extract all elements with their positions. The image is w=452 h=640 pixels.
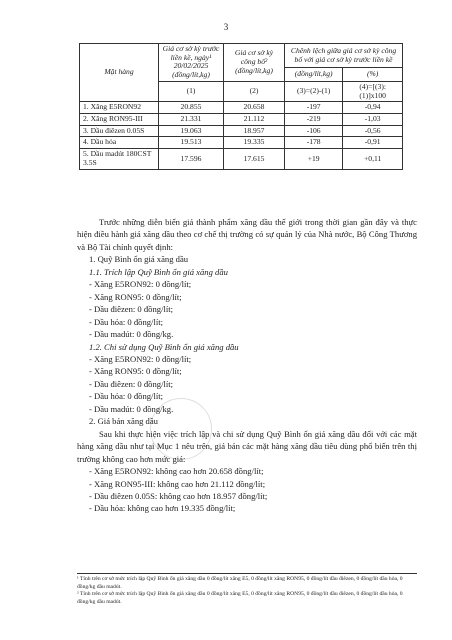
list-item: - Dầu hỏa: không cao hơn 19.335 đồng/lít;: [89, 503, 236, 514]
table-row: [80, 125, 403, 137]
list-item: - Dầu điêzen: 0 đồng/lít;: [89, 304, 174, 315]
cell-diff: +19: [285, 149, 343, 169]
list-item: - Xăng RON95-III: không cao hơn 21.112 đồng/lít;: [89, 478, 266, 489]
cell-curr: 18.957: [224, 125, 285, 137]
section-2-paragraph: Sau khi thực hiện việc trích lập và chi sử dụng Quỹ Bình ổn giá xăng dầu đối với các mặt hàng xăng dầu như tại Mục 1 nêu trên, giá bán các mặt hàng xăng dầu tiêu dùng phổ biến trên thị trường không cao hơn mức giá:: [77, 428, 417, 464]
list-item: - Dầu điêzen 0.05S: không cao hơn 18.957 đồng/lít;: [89, 490, 268, 501]
header-base-curr: Giá cơ sở kỳ công bố² (đồng/lít,kg): [224, 44, 285, 82]
cell-prev: 20.855: [159, 102, 224, 114]
footnote-1: ¹ Tính trên cơ sở mức trích lập Quỹ Bình ổn giá xăng dầu 0 đồng/lít xăng E5, 0 đồng/lít xăng RON95, 0 đồng/lít dầu điêzen, 0 đồng/lít dầu hỏa, 0 đồng/kg dầu madút.: [77, 576, 403, 590]
footnotes: [77, 573, 417, 606]
page-number: 3: [223, 22, 229, 32]
list-item: - Dầu madút: 0 đồng/kg.: [89, 403, 174, 414]
cell-curr: 20.658: [224, 102, 285, 114]
cell-curr: 21.112: [224, 114, 285, 126]
header-diff-group: Chênh lệch giữa giá cơ sở kỳ công bố với giá cơ sở kỳ trước liền kề: [285, 44, 403, 68]
cell-diff: -178: [285, 137, 343, 149]
section-1-1-title: 1.1. Trích lập Quỹ Bình ổn giá xăng dầu: [89, 266, 228, 277]
header-item: Mặt hàng: [80, 44, 159, 102]
cell-prev: 19.063: [159, 125, 224, 137]
header-diff-pct-unit: (%): [343, 68, 403, 82]
cell-prev: 17.596: [159, 149, 224, 169]
list-item: - Dầu hỏa: 0 đồng/lít;: [89, 391, 163, 402]
col-label: (4)=[(3):(1)]x100: [343, 81, 403, 101]
table-row: [80, 102, 403, 114]
cell-pct: -0,91: [343, 137, 403, 149]
price-table: [79, 43, 403, 170]
cell-name: 5. Dầu madút 180CST 3.5S: [80, 149, 159, 169]
cell-pct: -0,94: [343, 102, 403, 114]
cell-prev: 21.331: [159, 114, 224, 126]
list-item: - Dầu hỏa: 0 đồng/lít;: [89, 316, 163, 327]
list-item: - Xăng E5RON92: 0 đồng/lít;: [89, 353, 192, 364]
col-label: (2): [224, 81, 285, 101]
cell-name: 3. Dầu điêzen 0.05S: [80, 125, 159, 137]
intro-paragraph: Trước những diễn biến giá thành phẩm xăng dầu thế giới trong thời gian gần đây và thực hiện điều hành giá xăng dầu theo cơ chế thị trường có sự quản lý của Nhà nước, Bộ Công Thương và Bộ Tài chính quyết định:: [77, 217, 417, 252]
list-item: - Xăng RON95: 0 đồng/lít;: [89, 366, 182, 377]
list-item: - Xăng E5RON92: 0 đồng/lít;: [89, 279, 192, 290]
cell-name: 1. Xăng E5RON92: [80, 102, 159, 114]
header-diff-abs-unit: (đồng/lít,kg): [285, 68, 343, 82]
cell-diff: -106: [285, 125, 343, 137]
table-row: [80, 149, 403, 169]
list-item: - Dầu điêzen: 0 đồng/lít;: [89, 378, 174, 389]
list-item: - Xăng RON95: 0 đồng/lít;: [89, 291, 182, 302]
table-row: [80, 137, 403, 149]
cell-pct: +0,11: [343, 149, 403, 169]
col-label: (3)=(2)-(1): [285, 81, 343, 101]
main-body: [77, 216, 417, 515]
list-item: - Xăng E5RON92: không cao hơn 20.658 đồng/lít;: [89, 466, 264, 477]
cell-curr: 17.615: [224, 149, 285, 169]
section-2-title: 2. Giá bán xăng dầu: [89, 416, 158, 427]
cell-diff: -197: [285, 102, 343, 114]
col-label: (1): [159, 81, 224, 101]
cell-curr: 19.335: [224, 137, 285, 149]
cell-name: 4. Dầu hỏa: [80, 137, 159, 149]
cell-pct: -1,03: [343, 114, 403, 126]
table-header-row: [80, 44, 403, 68]
header-base-prev: Giá cơ sở kỳ trước liền kề, ngày¹ 20/02/2025 (đồng/lít,kg): [159, 44, 224, 82]
list-item: - Dầu madút: 0 đồng/kg.: [89, 329, 174, 340]
cell-prev: 19.513: [159, 137, 224, 149]
footnote-2: ² Tính trên cơ sở mức trích lập Quỹ Bình ổn giá xăng dầu 0 đồng/lít xăng E5, 0 đồng/lít xăng RON95, 0 đồng/lít dầu điêzen, 0 đồng/lít dầu hỏa, 0 đồng/kg dầu madút.: [77, 591, 403, 605]
cell-name: 2. Xăng RON95-III: [80, 114, 159, 126]
cell-pct: -0,56: [343, 125, 403, 137]
section-1-2-title: 1.2. Chi sử dụng Quỹ Bình ổn giá xăng dầu: [89, 341, 239, 352]
cell-diff: -219: [285, 114, 343, 126]
section-1-title: 1. Quỹ Bình ổn giá xăng dầu: [89, 254, 189, 265]
table-row: [80, 114, 403, 126]
